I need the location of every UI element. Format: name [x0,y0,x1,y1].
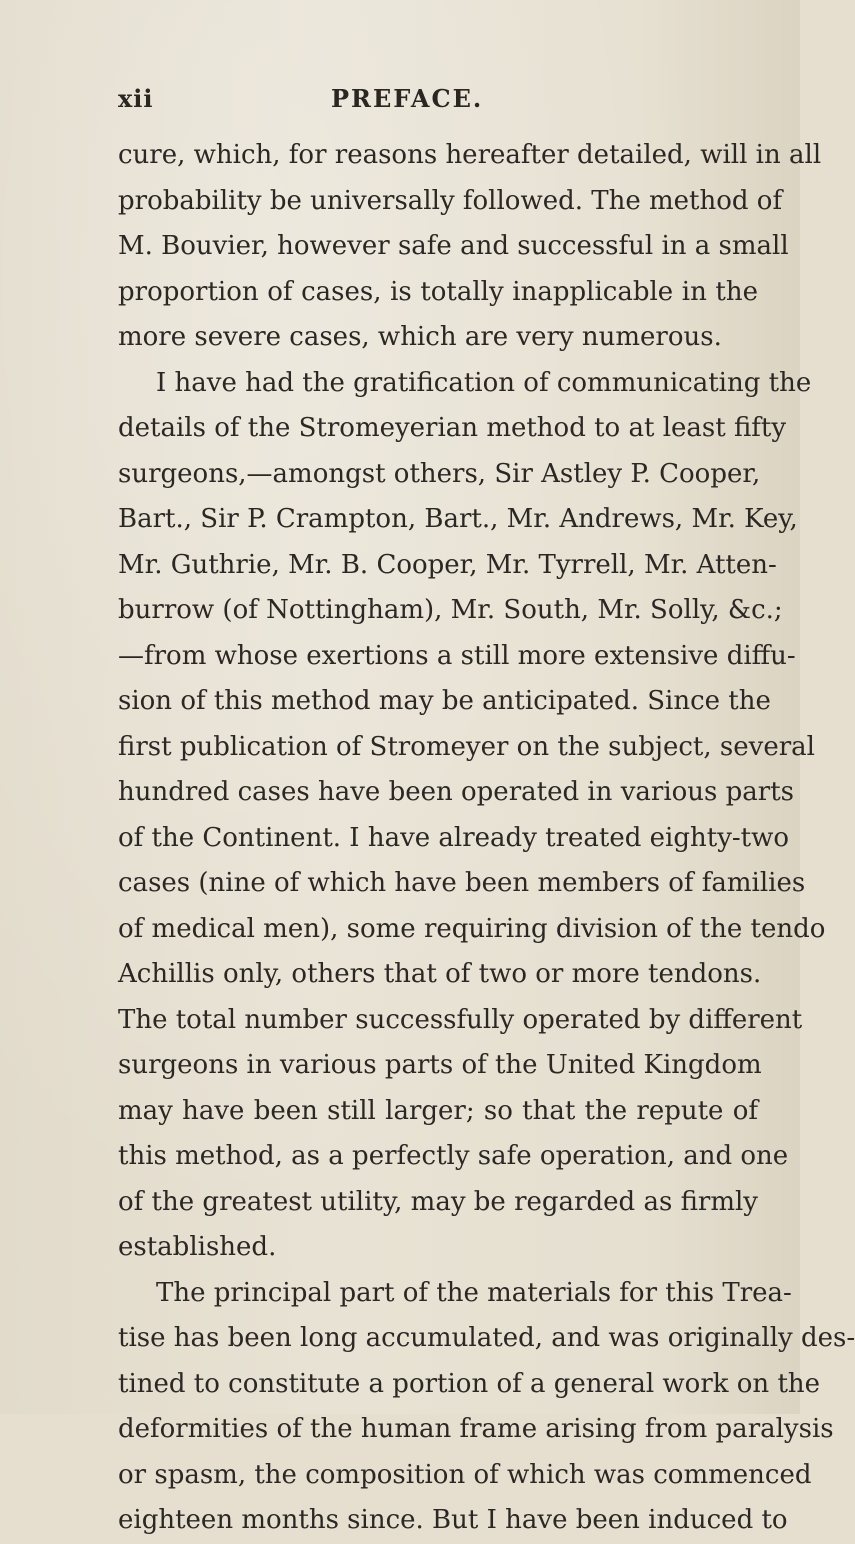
text-line: Achillis only, others that of two or more tendons. [118,959,762,989]
text-line: —from whose exertions a still more extensive diffu- [118,640,796,671]
text-line: proportion of cases, is totally inapplicable in the [118,276,758,307]
text-line: burrow (of Nottingham), Mr. South, Mr. Solly, &c.; [118,595,783,625]
text-line: of the Continent. I have already treated eighty-two [118,822,790,853]
text-line: The total number successfully operated by different [118,1004,803,1035]
text-line: sion of this method may be anticipated. Since the [118,686,771,716]
text-line: hundred cases have been operated in various parts [118,777,794,807]
text-line: tined to constitute a portion of a general work on the [118,1368,821,1399]
text-line: surgeons,—amongst others, Sir Astley P. Cooper, [118,458,761,489]
text-line: The principal part of the materials for this Trea- [156,1277,792,1308]
body-text [118,133,855,1544]
text-line: cases (nine of which have been members of families [118,868,806,898]
running-head: PREFACE. [331,84,484,113]
text-line: may have been still larger; so that the repute of [118,1095,758,1126]
text-line: first publication of Stromeyer on the subject, several [118,731,815,762]
text-line: or spasm, the composition of which was commenced [118,1459,812,1490]
page-number: xii [118,84,154,113]
text-line: deformities of the human frame arising from paralysis [118,1414,834,1444]
text-line: surgeons in various parts of the United Kingdom [118,1050,762,1080]
text-line: cure, which, for reasons hereafter detailed, will in all [118,140,822,170]
text-line: I have had the gratification of communicating the [156,367,812,398]
text-line: probability be universally followed. The method of [118,185,783,216]
text-line: established. [118,1232,277,1262]
text-line: more severe cases, which are very numerous. [118,322,722,352]
text-line: details of the Stromeyerian method to at least fifty [118,413,787,443]
text-line: Bart., Sir P. Crampton, Bart., Mr. Andrews, Mr. Key, [118,504,798,534]
text-line: of medical men), some requiring division of the tendo [118,913,826,944]
text-line: M. Bouvier, however safe and successful in a small [118,231,789,261]
text-line: eighteen months since. But I have been induced to [118,1505,788,1535]
text-line: Mr. Guthrie, Mr. B. Cooper, Mr. Tyrrell, Mr. Atten- [118,549,777,580]
text-line: of the greatest utility, may be regarded as firmly [118,1186,758,1217]
text-line: tise has been long accumulated, and was originally des- [118,1323,855,1353]
text-line: this method, as a perfectly safe operation, and one [118,1141,789,1171]
page-header [118,84,738,118]
